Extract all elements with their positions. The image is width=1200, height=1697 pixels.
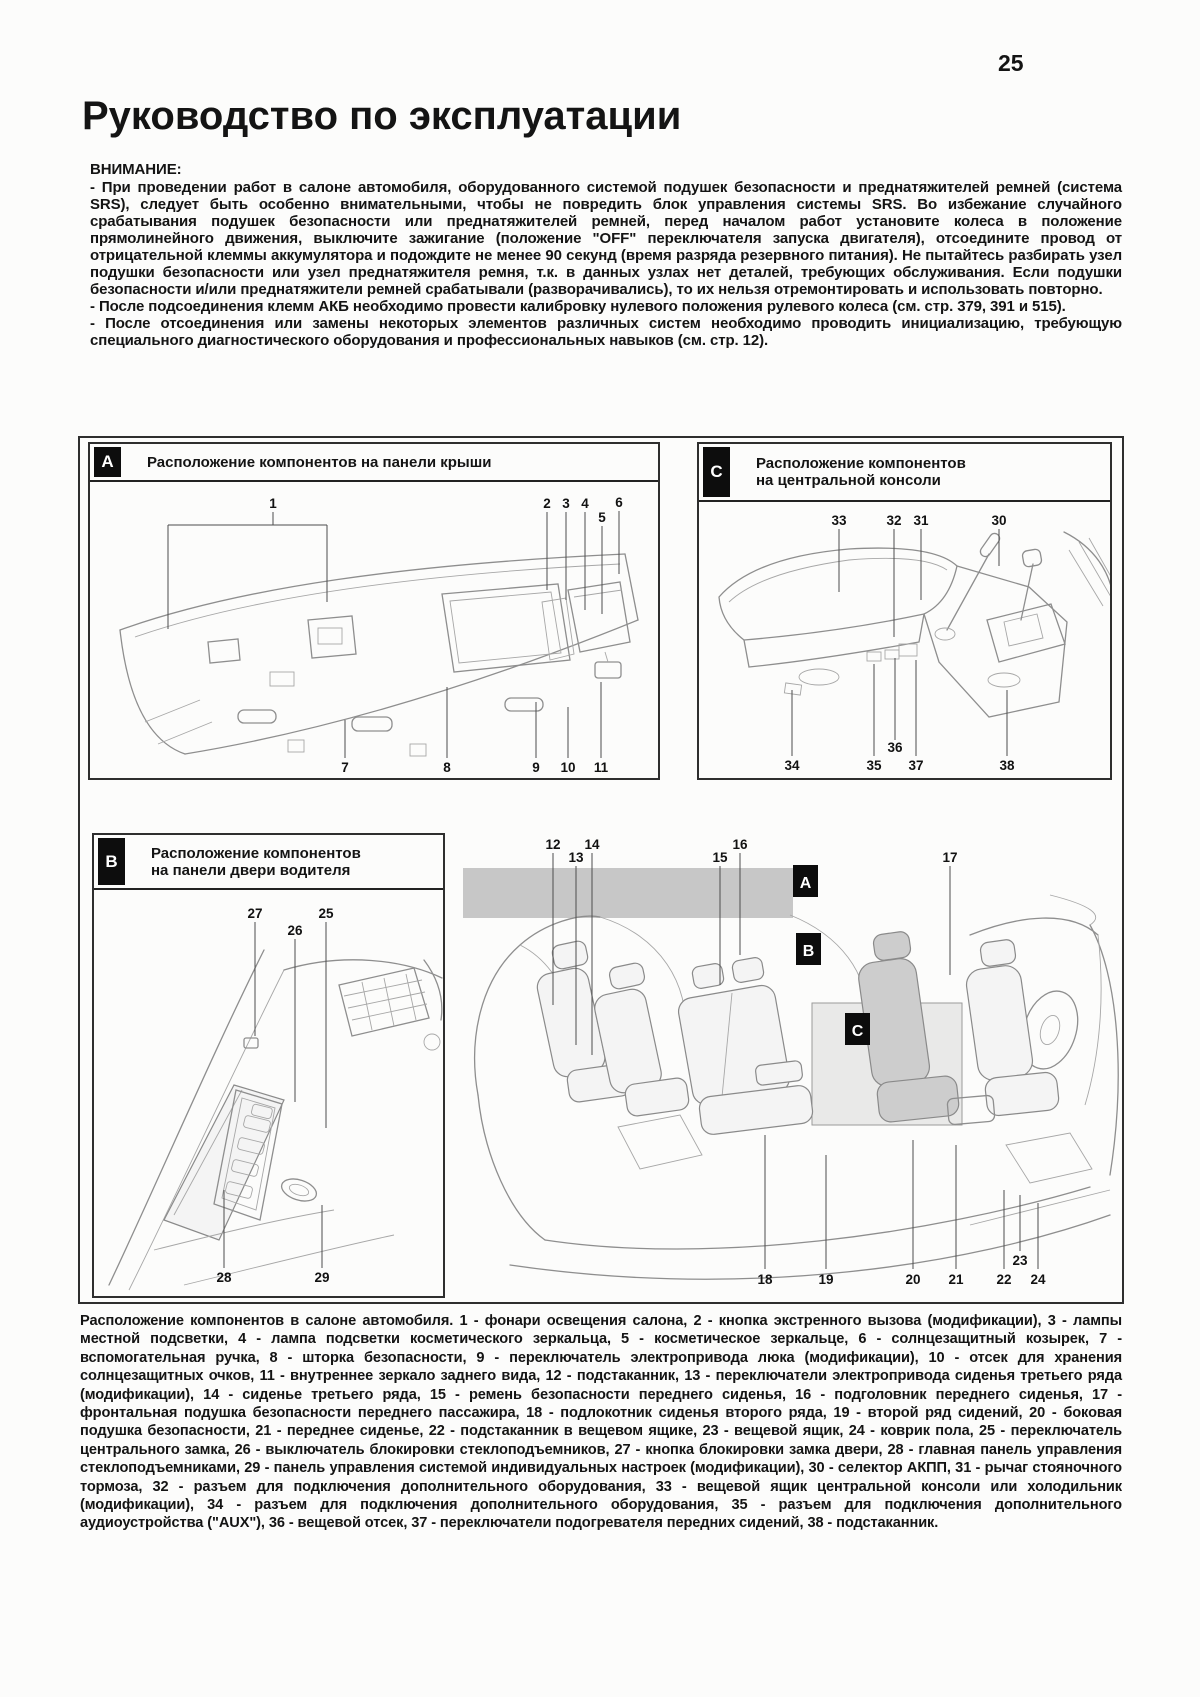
panel-door-title-line2: на панели двери водителя <box>151 861 351 879</box>
callout-37: 37 <box>908 758 924 773</box>
caption-lead: Расположение компонентов в салоне автомобиля. <box>80 1313 454 1329</box>
door-diagram <box>94 890 443 1296</box>
callout-29: 29 <box>314 1270 330 1285</box>
callout-23: 23 <box>1012 1253 1028 1268</box>
callout-11: 11 <box>593 760 609 775</box>
callout-26: 26 <box>287 923 303 938</box>
callout-10: 10 <box>560 760 576 775</box>
console-diagram <box>699 502 1110 778</box>
panel-door-title <box>125 845 361 879</box>
cabin-diagram <box>450 795 1120 1300</box>
callout-36: 36 <box>887 740 903 755</box>
warning-heading: ВНИМАНИЕ: <box>90 161 182 178</box>
callout-22: 22 <box>996 1272 1012 1287</box>
warning-paragraph: - При проведении работ в салоне автомобиля, оборудованного системой подушек безопасности и преднатяжителей ремней (система SRS), следует быть особенно внимательными, чтобы не повредить блок управления системы SRS. Во избежание случайного срабатывания подушек безопасности или преднатяжителей ремней, перед началом работ установите колеса в положение прямолинейного движения, выключите зажигание (положение "OFF" переключателя запуска двигателя), отсоедините провод от отрицательной клеммы аккумулятора и подождите не менее 90 секунд (время разряда резервного питания). Не пытайтесь разбирать узел подушки безопасности или узел преднатяжителя ремня, т.к. в данных узлах нет деталей, требующих обслуживания. Если подушки безопасности и/или преднатяжители ремней срабатывали (разворачивались), то их нельзя отремонтировать и использовать повторно. <box>90 179 1122 298</box>
callout-33: 33 <box>831 513 847 528</box>
callout-28: 28 <box>216 1270 232 1285</box>
callout-1: 1 <box>269 496 277 511</box>
marker-b-label: B <box>802 943 815 960</box>
panel-console <box>697 442 1112 780</box>
callout-20: 20 <box>905 1272 921 1287</box>
panel-roof <box>88 442 660 780</box>
callout-9: 9 <box>532 760 540 775</box>
panel-letter-badge: A <box>94 447 121 477</box>
panel-letter-badge: C <box>703 447 730 497</box>
callout-24: 24 <box>1030 1272 1046 1287</box>
warning-paragraph: - После отсоединения или замены некоторых элементов различных систем необходимо проводить инициализацию, требующую специального диагностического оборудования и профессиональных навыков (см. стр. 12). <box>90 315 1122 349</box>
callout-7: 7 <box>341 760 349 775</box>
callout-4: 4 <box>581 496 589 511</box>
callout-19: 19 <box>818 1272 834 1287</box>
page-title: Руководство по эксплуатации <box>82 94 682 138</box>
callout-25: 25 <box>318 906 334 921</box>
callout-27: 27 <box>247 906 263 921</box>
callout-30: 30 <box>991 513 1007 528</box>
panel-door-header <box>94 835 443 890</box>
callout-5: 5 <box>598 510 606 525</box>
panel-roof-header <box>90 444 658 482</box>
page-number: 25 <box>998 50 1024 76</box>
callout-2: 2 <box>543 496 551 511</box>
caption-body: 1 - фонари освещения салона, 2 - кнопка экстренного вызова (модификации), 3 - лампы местной подсветки, 4 - лампа подсветки косметического зеркальца, 5 - косметическое зеркальце, 6 - солнцезащитный козырек, 7 - вспомогательная ручка, 8 - шторка безопасности, 9 - переключатель электропривода люка (модификации), 10 - отсек для хранения солнцезащитных очков, 11 - внутреннее зеркало заднего вида, 12 - подстаканник, 13 - переключатели электропривода сиденья третьего ряда (модификации), 14 - сиденье третьего ряда, 15 - ремень безопасности переднего сиденья, 16 - подголовник переднего сиденья, 17 - фронтальная подушка безопасности переднего пассажира, 18 - подлокотник сиденья второго ряда, 19 - второй ряд сидений, 20 - боковая подушка безопасности, 21 - переднее сиденье, 22 - подстаканник в вещевом ящике, 23 - вещевой ящик, 24 - коврик пола, 25 - переключатель центрального замка, 26 - выключатель блокировки стеклоподъемников, 27 - кнопка блокировки замка двери, 28 - главная панель управления стеклоподъемниками, 29 - панель управления системой индивидуальных настроек (модификации), 30 - селектор АКПП, 31 - рычаг стояночного тормоза, 32 - разъем для подключения дополнительного оборудования, 33 - вещевой ящик центральной консоли или холодильник (модификации), 34 - разъем для подключения дополнительного оборудования, 35 - разъем для подключения дополнительного аудиоустройства ("AUX"), 36 - вещевой отсек, 37 - переключатели подогревателя передних сидений, 38 - подстаканник. <box>80 1313 1122 1532</box>
callout-12: 12 <box>545 837 561 852</box>
panel-console-header <box>699 444 1110 502</box>
figure-caption <box>80 1312 1122 1533</box>
panel-door-title-line1: Расположение компонентов <box>151 844 361 862</box>
callout-3: 3 <box>562 496 570 511</box>
marker-c-label: C <box>851 1023 864 1040</box>
callout-32: 32 <box>886 513 902 528</box>
callout-15: 15 <box>712 850 728 865</box>
panel-console-title <box>730 455 966 489</box>
callout-16: 16 <box>732 837 748 852</box>
panel-letter-badge: B <box>98 838 125 885</box>
callout-6: 6 <box>615 495 623 510</box>
callout-38: 38 <box>999 758 1015 773</box>
warning-block <box>90 161 1122 349</box>
callout-34: 34 <box>784 758 800 773</box>
callout-17: 17 <box>942 850 958 865</box>
callout-21: 21 <box>948 1272 964 1287</box>
panel-console-title-line1: Расположение компонентов <box>756 455 966 472</box>
callout-18: 18 <box>757 1272 773 1287</box>
roof-highlight-band <box>463 868 793 918</box>
panel-door <box>92 833 445 1298</box>
marker-a-label: A <box>799 875 812 892</box>
callout-8: 8 <box>443 760 451 775</box>
panel-console-title-line2: на центральной консоли <box>756 472 941 489</box>
warning-paragraph: - После подсоединения клемм АКБ необходимо провести калибровку нулевого положения рулевого колеса (см. стр. 379, 391 и 515). <box>90 298 1066 315</box>
callout-14: 14 <box>584 837 600 852</box>
callout-31: 31 <box>913 513 929 528</box>
panel-roof-title: Расположение компонентов на панели крыши <box>147 453 492 471</box>
roof-diagram <box>90 482 658 778</box>
callout-13: 13 <box>568 850 584 865</box>
callout-35: 35 <box>866 758 882 773</box>
